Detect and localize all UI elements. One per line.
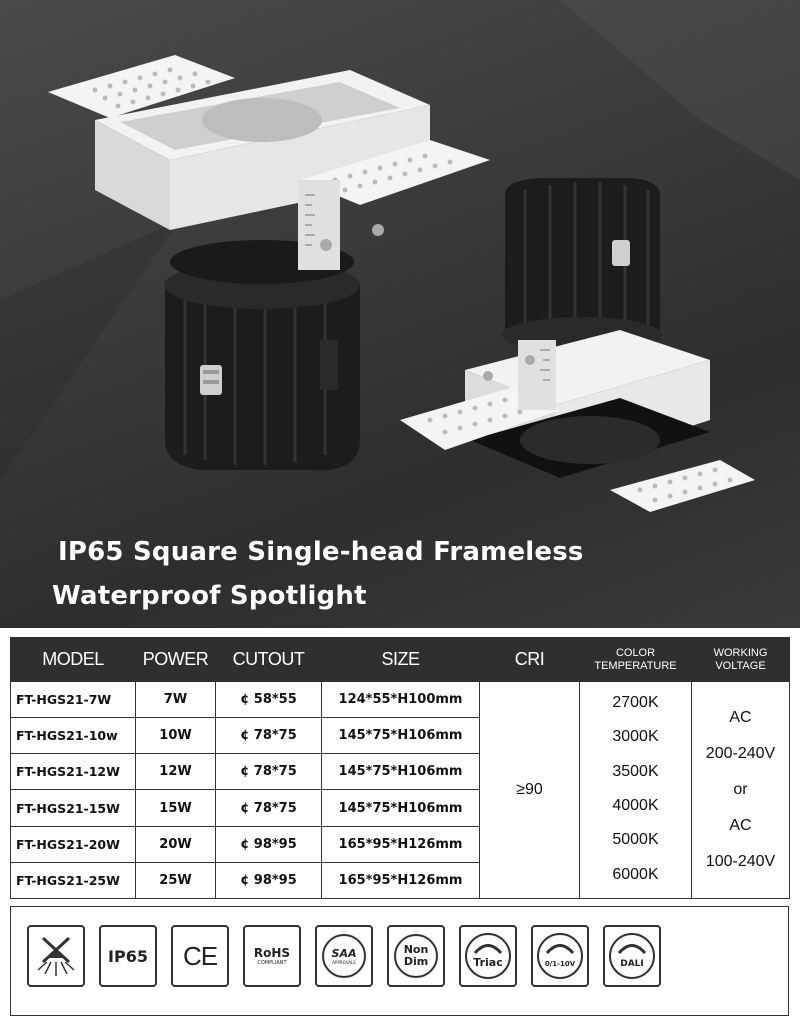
header-cri: CRI — [480, 638, 580, 682]
dimmer-arc-icon — [617, 942, 647, 954]
voltage-line: or — [733, 781, 748, 798]
fixture-right — [400, 178, 755, 512]
product-title — [52, 530, 692, 618]
header-model: MODEL — [11, 638, 136, 682]
ip65-icon: IP65 — [99, 925, 157, 987]
title-line-2: Waterproof Spotlight — [52, 581, 367, 611]
title-line-1: IP65 Square Single-head Frameless — [58, 537, 584, 567]
color-temp-value: 3500K — [612, 762, 659, 780]
header-color-temp-line2: TEMPERATURE — [594, 659, 677, 672]
header-voltage-line2: VOLTAGE — [715, 659, 766, 672]
voltage-line: 200-240V — [705, 745, 776, 762]
cell-power: 25W — [136, 862, 216, 898]
voltage-line: AC — [729, 817, 752, 834]
cell-cutout: ¢ 98*95 — [216, 826, 322, 862]
spec-table-container — [10, 637, 789, 901]
header-size: SIZE — [322, 638, 480, 682]
cell-working-voltage — [692, 682, 790, 899]
cell-cri: ≥90 — [480, 682, 580, 899]
ce-icon: CE — [171, 925, 229, 987]
cell-model: FT-HGS21-20W — [11, 826, 136, 862]
cell-size: 145*75*H106mm — [322, 718, 480, 754]
dimmer-arc-icon — [473, 942, 503, 954]
cell-power: 20W — [136, 826, 216, 862]
spec-table — [10, 637, 790, 899]
voltage-line: AC — [729, 709, 752, 726]
header-color-temp-line1: COLOR — [615, 646, 656, 659]
cell-power: 7W — [136, 682, 216, 718]
color-temp-value: 4000K — [612, 797, 659, 815]
header-power: POWER — [136, 638, 216, 682]
table-row — [11, 682, 790, 718]
cell-cutout: ¢ 98*95 — [216, 862, 322, 898]
triac-icon: Triac — [459, 925, 517, 987]
cell-size: 145*75*H106mm — [322, 754, 480, 790]
cell-size: 145*75*H106mm — [322, 790, 480, 826]
cell-cutout: ¢ 78*75 — [216, 718, 322, 754]
cell-size: 124*55*H100mm — [322, 682, 480, 718]
non-dim-icon: Non Dim — [387, 925, 445, 987]
cell-model: FT-HGS21-7W — [11, 682, 136, 718]
header-cutout: CUTOUT — [216, 638, 322, 682]
cell-power: 12W — [136, 754, 216, 790]
cell-model: FT-HGS21-15W — [11, 790, 136, 826]
color-temp-value: 5000K — [612, 831, 659, 849]
anti-glare-icon — [27, 925, 85, 987]
color-temp-value: 2700K — [612, 694, 659, 712]
cell-power: 10W — [136, 718, 216, 754]
cell-model: FT-HGS21-12W — [11, 754, 136, 790]
rohs-icon: RoHS COMPLIANT — [243, 925, 301, 987]
cell-model: FT-HGS21-25W — [11, 862, 136, 898]
header-color-temperature — [580, 638, 692, 682]
cell-size: 165*95*H126mm — [322, 862, 480, 898]
header-working-voltage — [692, 638, 790, 682]
cell-power: 15W — [136, 790, 216, 826]
cell-size: 165*95*H126mm — [322, 826, 480, 862]
dim-0-10v-icon: 0/1-10V — [531, 925, 589, 987]
cell-color-temperatures — [580, 682, 692, 899]
cell-cutout: ¢ 78*75 — [216, 790, 322, 826]
cell-model: FT-HGS21-10w — [11, 718, 136, 754]
color-temp-value: 3000K — [612, 728, 659, 746]
dimmer-arc-icon — [545, 942, 575, 954]
header-voltage-line1: WORKING — [713, 646, 768, 659]
certification-icon-bar — [10, 906, 789, 1016]
color-temp-value: 6000K — [612, 865, 659, 883]
table-header-row — [11, 638, 790, 682]
cell-cutout: ¢ 78*75 — [216, 754, 322, 790]
dali-icon: DALI — [603, 925, 661, 987]
cell-cutout: ¢ 58*55 — [216, 682, 322, 718]
saa-icon: SAA APPROVALS — [315, 925, 373, 987]
voltage-line: 100-240V — [705, 853, 776, 870]
